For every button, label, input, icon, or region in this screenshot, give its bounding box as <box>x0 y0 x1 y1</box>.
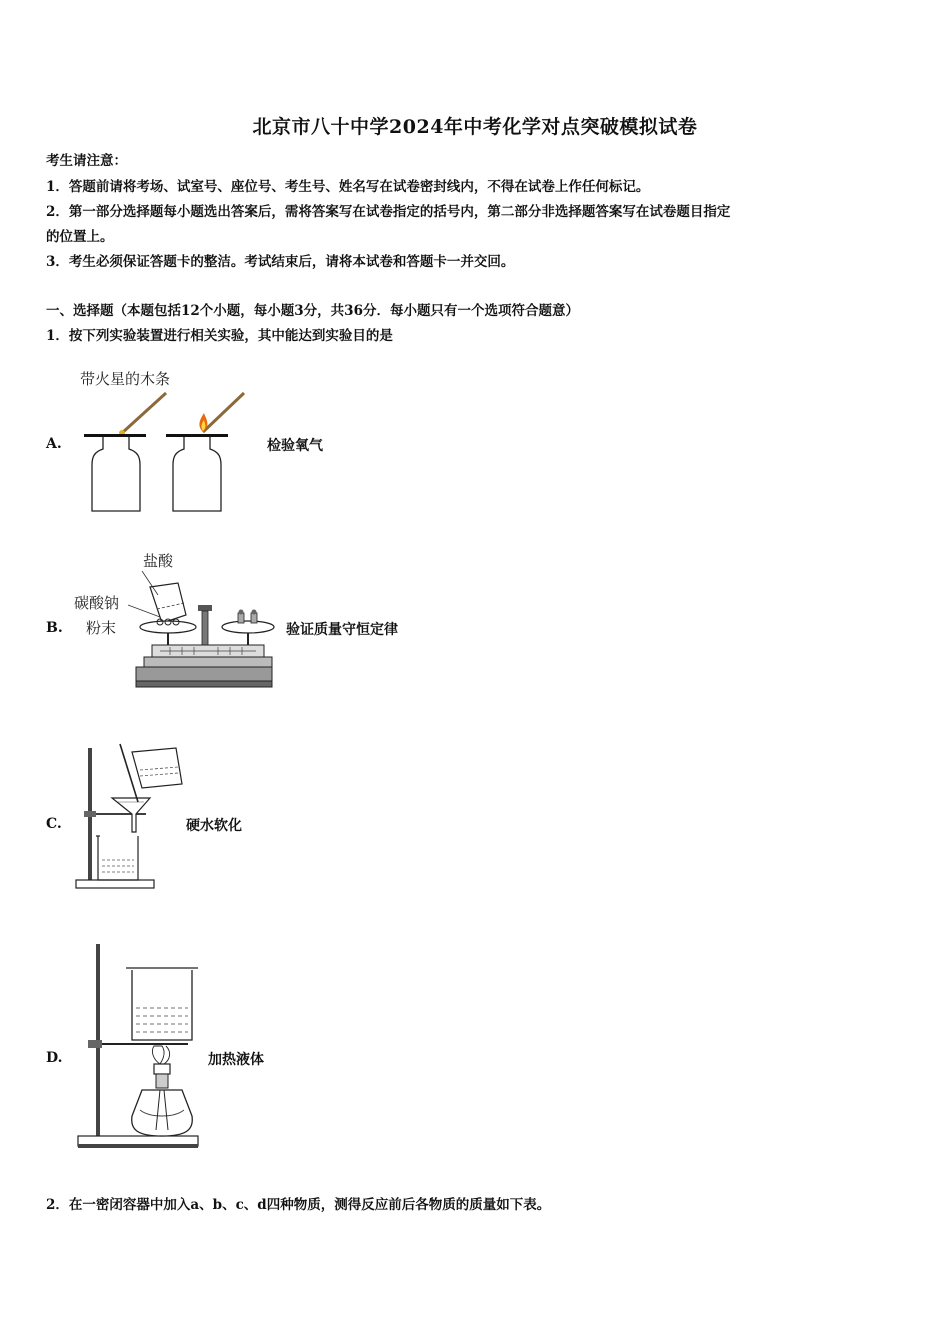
option-b-letter: B. <box>46 620 63 636</box>
figure-b-label-carbonate: 碳酸钠 <box>74 594 120 612</box>
notice-item-2-cont: 的位置上。 <box>46 229 114 245</box>
notice-item-1: 1．答题前请将考场、试室号、座位号、考生号、姓名写在试卷密封线内，不得在试卷上作任何标记。 <box>46 179 650 195</box>
option-a-text: 检验氧气 <box>267 438 323 454</box>
figure-a-oxygen-test <box>80 385 260 515</box>
figure-b-label-acid: 盐酸 <box>143 552 174 570</box>
option-b-text: 验证质量守恒定律 <box>286 622 398 638</box>
question-2-stem: 2．在一密闭容器中加入a、b、c、d四种物质，测得反应前后各物质的质量如下表。 <box>46 1197 551 1213</box>
option-a-letter: A. <box>46 436 62 452</box>
section-heading: 一、选择题（本题包括12个小题，每小题3分，共36分．每小题只有一个选项符合题意） <box>46 303 579 319</box>
notice-item-3: 3．考生必须保证答题卡的整洁。考试结束后，请将本试卷和答题卡一并交回。 <box>46 254 515 270</box>
figure-c-filtration <box>72 740 192 892</box>
figure-b-label-powder: 粉末 <box>86 619 117 637</box>
option-d-letter: D. <box>46 1050 63 1066</box>
option-c-letter: C. <box>46 816 62 832</box>
option-c-text: 硬水软化 <box>186 818 242 834</box>
notice-item-2: 2．第一部分选择题每小题选出答案后，需将答案写在试卷指定的括号内，第二部分非选择题答案写在试卷题目指定 <box>46 204 731 220</box>
question-1-stem: 1．按下列实验装置进行相关实验，其中能达到实验目的是 <box>46 328 393 344</box>
figure-b-balance <box>130 565 275 692</box>
notice-heading: 考生请注意： <box>46 153 127 169</box>
figure-a-label: 带火星的木条 <box>80 370 171 388</box>
option-d-text: 加热液体 <box>208 1052 264 1068</box>
page-title: 北京市八十中学2024年中考化学对点突破模拟试卷 <box>252 116 698 138</box>
figure-d-heating <box>76 940 206 1152</box>
